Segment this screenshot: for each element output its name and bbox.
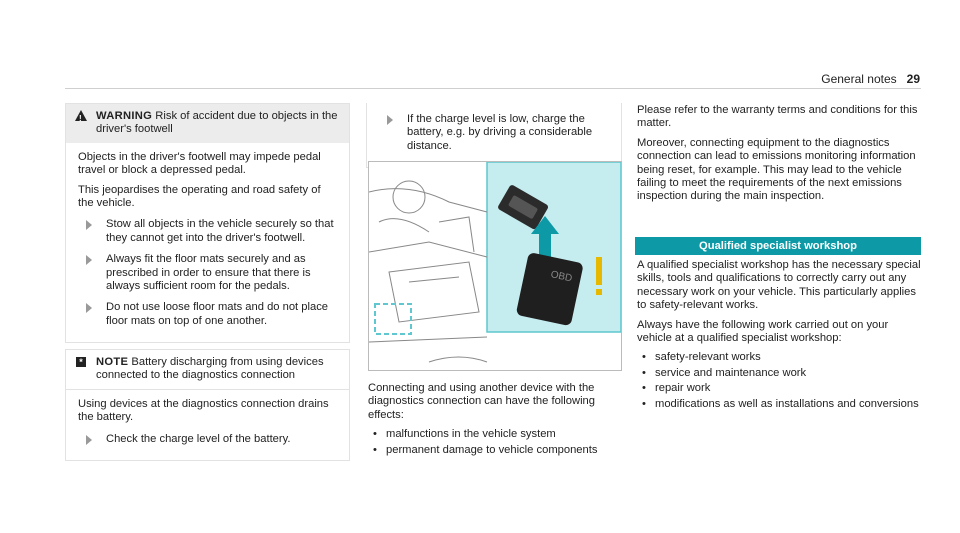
header-rule xyxy=(65,88,921,89)
figure-caption: Connecting and using another device with the diagnostics connection can have the following effects: xyxy=(368,382,596,421)
figure-caption-block xyxy=(368,382,622,459)
note-step-continued: If the charge level is low, charge the battery, e.g. by driving a considerable distance. xyxy=(379,113,611,153)
section-title: General notes xyxy=(821,72,897,86)
warning-text-2: This jeopardises the operating and road safety of the vehicle. xyxy=(78,183,321,210)
warning-step: Do not use loose floor mats and do not place floor mats on top of one another. xyxy=(78,301,339,328)
list-item: • safety-relevant works xyxy=(637,351,921,364)
list-item: • permanent damage to vehicle components xyxy=(368,444,622,457)
paragraph: Please refer to the warranty terms and conditions for this matter. xyxy=(637,104,918,130)
paragraph: Always have the following work carried out on your vehicle at a qualified specialist workshop: xyxy=(637,318,889,345)
workshop-text xyxy=(637,259,921,413)
note-label: NOTE xyxy=(96,356,129,368)
arrow-icon xyxy=(86,220,92,230)
warning-label: WARNING xyxy=(96,110,153,122)
paragraph: Moreover, connecting equipment to the diagnostics connection can lead to emissions monitoring information being reset, for example. This may lead to the vehicle failing to meet the requirements of the next emissions inspection during the main inspection. xyxy=(637,136,916,203)
warranty-text xyxy=(637,104,921,210)
note-star-icon: * xyxy=(76,357,86,367)
paragraph: A qualified specialist workshop has the necessary special skills, tools and qualifications to correctly carry out any necessary work on your vehicle. This particularly applies to safety-relevant works. xyxy=(637,259,921,312)
warning-header xyxy=(66,104,349,143)
obd-connector-figure xyxy=(368,161,622,371)
note-header xyxy=(66,350,349,390)
note-title: Battery discharging from using devices connected to the diagnostics connection xyxy=(96,356,324,382)
note-box xyxy=(65,349,350,461)
effects-list xyxy=(368,428,622,457)
list-item: • service and maintenance work xyxy=(637,367,921,380)
page-number: 29 xyxy=(906,72,920,86)
figure-illustration xyxy=(369,162,621,370)
obd-label: OBD xyxy=(549,269,574,285)
warning-text-1: Objects in the driver's footwell may impede pedal travel or block a depressed pedal. xyxy=(78,150,321,177)
arrow-icon xyxy=(86,303,92,313)
note-step: Check the charge level of the battery. xyxy=(78,433,339,446)
warning-step: Always fit the floor mats securely and as prescribed in order to ensure that there is always sufficient room for the pedals. xyxy=(78,253,339,293)
section-heading: Qualified specialist workshop xyxy=(635,237,921,255)
warning-title: Risk of accident due to objects in the driver's footwell xyxy=(96,110,338,136)
arrow-icon xyxy=(86,435,92,445)
list-item: • malfunctions in the vehicle system xyxy=(368,428,622,441)
workshop-list xyxy=(637,351,921,411)
page-header xyxy=(821,72,920,86)
list-item: • repair work xyxy=(637,382,921,395)
exclamation-icon xyxy=(596,257,602,285)
warning-box xyxy=(65,103,350,343)
list-item: • modifications as well as installations and conversions xyxy=(637,398,921,411)
note-text: Using devices at the diagnostics connection drains the battery. xyxy=(78,397,329,424)
obd-location-marker xyxy=(375,304,411,334)
warning-triangle-icon: ! xyxy=(75,110,87,121)
arrow-icon xyxy=(387,115,393,125)
warning-step: Stow all objects in the vehicle securely so that they cannot get into the driver's footwell. xyxy=(78,218,339,245)
continued-note-box xyxy=(366,103,622,168)
arrow-icon xyxy=(86,255,92,265)
